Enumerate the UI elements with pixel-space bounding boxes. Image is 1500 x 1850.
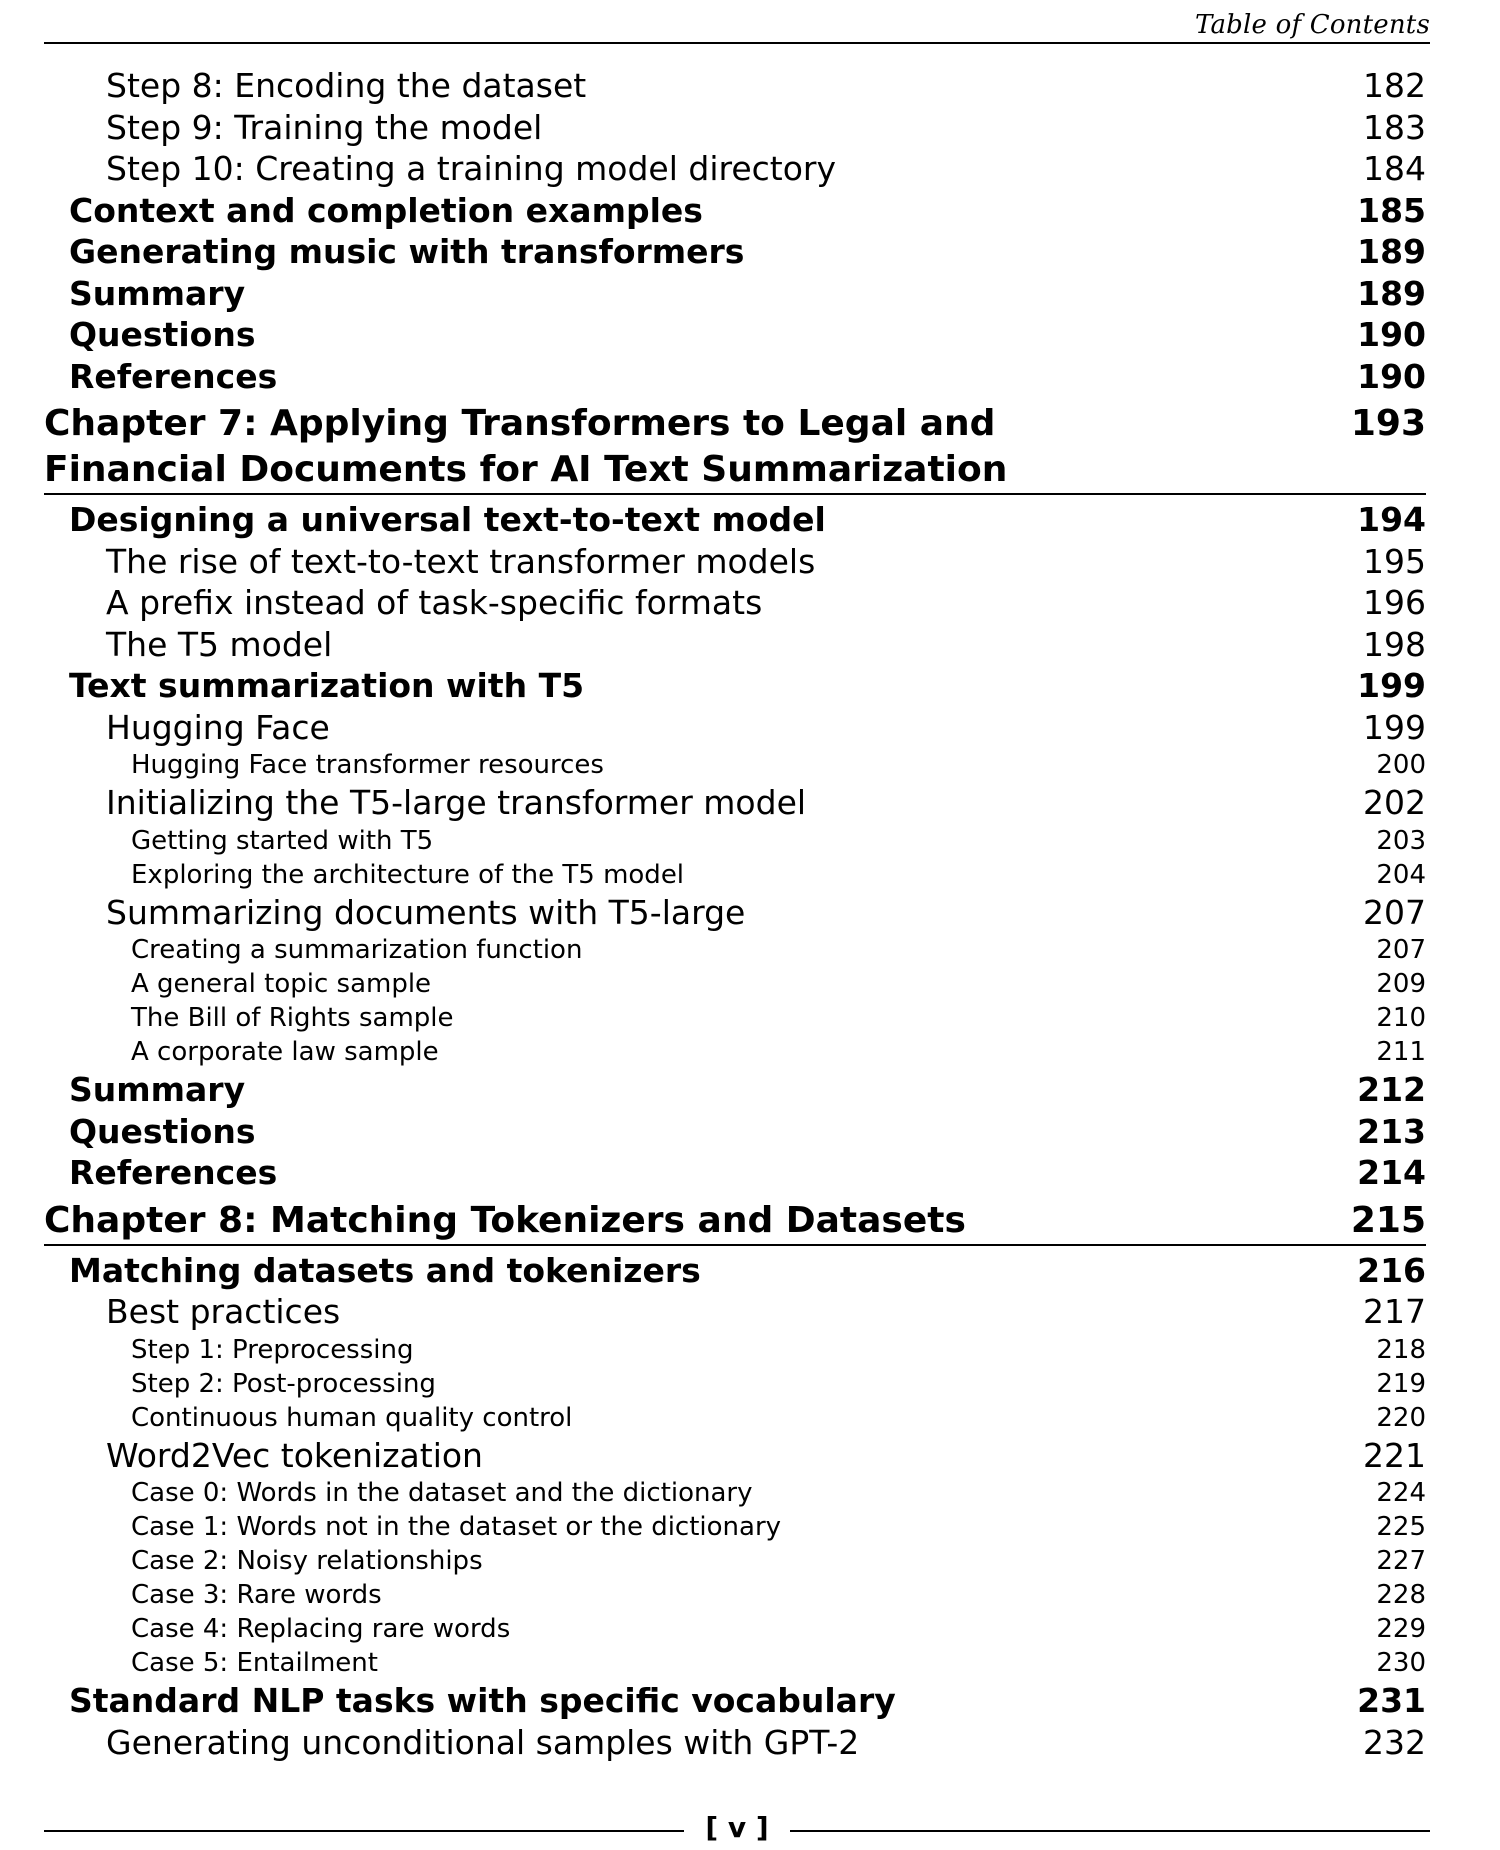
toc-entry-page-number: 207 [1363,892,1426,932]
toc-entry[interactable] [44,1001,1426,1035]
toc-entry-title: A general topic sample [131,969,432,999]
toc-entry[interactable] [44,748,1426,782]
toc-entry[interactable] [44,273,1426,315]
toc-entry-title: Case 4: Replacing rare words [131,1614,511,1644]
toc-entry-title: Case 1: Words not in the dataset or the dictionary [131,1512,782,1542]
toc-entry-title: Continuous human quality control [131,1402,573,1433]
footer-rule-right [790,1830,1430,1832]
chapter-page-number: 215 [1350,1199,1426,1241]
toc-block-chapter-8 [44,1250,1426,1764]
toc-entry[interactable] [44,624,1426,666]
chapter-title: Chapter 8: Matching Tokenizers and Datasets [44,1199,966,1241]
toc-entry[interactable] [44,1250,1426,1292]
toc-entry[interactable] [44,1035,1426,1069]
toc-entry-page-number: 216 [1357,1250,1426,1290]
toc-entry-page-number: 210 [1376,1003,1426,1033]
toc-entry[interactable] [44,1544,1426,1578]
toc-entry[interactable] [44,824,1426,858]
toc-entry[interactable] [44,1111,1426,1153]
toc-entry[interactable] [44,707,1426,749]
toc-entry[interactable] [44,1291,1426,1333]
toc-entry[interactable] [44,1680,1426,1722]
toc-entry-page-number: 199 [1363,707,1426,747]
toc-entry[interactable] [44,1476,1426,1510]
toc-entry-title: Matching datasets and tokenizers [69,1250,701,1290]
toc-entry-title: Step 1: Preprocessing [131,1334,414,1365]
toc-entry-title: Generating music with transformers [69,232,745,271]
chapter-page-number: 193 [1350,403,1426,444]
toc-entry-page-number: 189 [1357,232,1426,271]
toc-entry-page-number: 194 [1357,500,1426,539]
toc-entry-title: Case 2: Noisy relationships [131,1546,483,1576]
toc-entry-page-number: 207 [1376,935,1426,965]
toc-entry-title: A prefix instead of task-specific formats [106,583,763,622]
toc-entry-title: Initializing the T5-large transformer model [106,783,807,822]
page-footer [44,1808,1430,1848]
toc-entry[interactable] [44,1612,1426,1646]
toc-entry-title: Standard NLP tasks with specific vocabulary [69,1681,896,1720]
toc-entry[interactable] [44,933,1426,967]
toc-entry[interactable] [44,107,1426,149]
toc-entry[interactable] [44,1510,1426,1544]
toc-entry[interactable] [44,1069,1426,1111]
toc-entry-title: References [69,1153,278,1192]
toc-entry-title: Getting started with T5 [131,825,434,856]
toc-entry-title: Exploring the architecture of the T5 model [131,859,685,890]
toc-entry-page-number: 183 [1363,107,1426,147]
toc-entry-page-number: 229 [1376,1614,1426,1644]
toc-entry-page-number: 224 [1376,1478,1426,1508]
toc-entry[interactable] [44,1401,1426,1435]
toc-entry[interactable] [44,582,1426,624]
toc-entry[interactable] [44,1646,1426,1680]
toc-entry-title: Generating unconditional samples with GPT-2 [106,1722,860,1762]
toc-entry-page-number: 211 [1376,1037,1426,1067]
toc-entry-page-number: 185 [1357,190,1426,230]
toc-entry-title: Summary [69,1070,246,1109]
toc-entry-title: Hugging Face [106,707,330,747]
toc-entry[interactable] [44,541,1426,583]
toc-entry-title: Hugging Face transformer resources [131,750,604,780]
toc-entry-title: Step 10: Creating a training model directory [106,149,837,188]
toc-entry-title: Case 5: Entailment [131,1648,378,1678]
toc-entry[interactable] [44,190,1426,232]
toc-entry-page-number: 217 [1363,1292,1426,1331]
toc-entry[interactable] [44,148,1426,190]
toc-entry-title: The T5 model [106,624,333,664]
toc-entry[interactable] [44,858,1426,892]
header-rule [44,42,1430,44]
toc-entry-page-number: 200 [1376,750,1426,780]
toc-entry[interactable] [44,314,1426,356]
table-of-contents [44,65,1426,1763]
toc-entry-page-number: 214 [1357,1153,1426,1192]
toc-entry-title: A corporate law sample [131,1037,439,1067]
running-header: Table of Contents [1194,10,1430,40]
toc-entry-title: Step 8: Encoding the dataset [106,66,587,105]
toc-entry-title: The rise of text-to-text transformer models [106,541,816,581]
toc-entry-title: The Bill of Rights sample [131,1003,454,1033]
toc-entry-title: Text summarization with T5 [69,666,585,705]
toc-entry-title: Case 0: Words in the dataset and the dictionary [131,1478,753,1508]
chapter-heading-8[interactable] [44,1198,1426,1246]
toc-entry-page-number: 209 [1376,969,1426,999]
toc-entry-title: References [69,356,278,396]
toc-entry-page-number: 199 [1357,666,1426,705]
toc-entry-title: Case 3: Rare words [131,1580,382,1610]
toc-entry-page-number: 184 [1363,149,1426,188]
toc-entry[interactable] [44,1367,1426,1401]
toc-entry[interactable] [44,967,1426,1001]
toc-entry[interactable] [44,1578,1426,1612]
toc-entry[interactable] [44,1722,1426,1764]
toc-entry-page-number: 196 [1363,583,1426,622]
toc-entry-title: Creating a summarization function [131,935,583,965]
page-number: [ v ] [705,1811,769,1844]
toc-entry-title: Questions [69,1111,256,1151]
toc-entry-title: Questions [69,315,256,354]
toc-entry-page-number: 225 [1376,1512,1426,1542]
toc-entry-title: Summarizing documents with T5-large [106,892,746,932]
toc-entry[interactable] [44,231,1426,273]
toc-entry-page-number: 218 [1376,1334,1426,1365]
toc-entry-title: Designing a universal text-to-text model [69,500,826,539]
toc-entry[interactable] [44,1435,1426,1477]
toc-entry-title: Context and completion examples [69,190,703,230]
toc-entry[interactable] [44,665,1426,707]
toc-entry-title: Summary [69,273,246,313]
toc-entry[interactable] [44,892,1426,934]
toc-entry-page-number: 190 [1357,315,1426,354]
toc-entry-title: Best practices [106,1292,341,1331]
toc-entry-page-number: 198 [1363,624,1426,664]
toc-entry-page-number: 220 [1376,1402,1426,1433]
toc-entry[interactable] [44,1152,1426,1194]
toc-entry-page-number: 182 [1363,66,1426,105]
toc-entry-page-number: 228 [1376,1580,1426,1610]
toc-entry-page-number: 230 [1376,1648,1426,1678]
chapter-title: Chapter 7: Applying Transformers to Legal and Financial Documents for AI Text Summarization [44,403,1008,490]
toc-entry[interactable] [44,65,1426,107]
toc-entry[interactable] [44,782,1426,824]
toc-entry-page-number: 221 [1363,1435,1426,1475]
toc-entry-page-number: 190 [1357,356,1426,396]
toc-entry[interactable] [44,1333,1426,1367]
toc-entry-page-number: 227 [1376,1546,1426,1576]
toc-entry-page-number: 231 [1357,1681,1426,1720]
chapter-heading-7[interactable] [44,401,1426,495]
toc-block-chapter-6-tail [44,65,1426,397]
toc-entry-page-number: 213 [1357,1111,1426,1151]
toc-entry[interactable] [44,499,1426,541]
toc-entry-page-number: 232 [1363,1722,1426,1762]
toc-entry[interactable] [44,356,1426,398]
toc-entry-title: Step 9: Training the model [106,107,543,147]
toc-entry-page-number: 202 [1363,783,1426,822]
toc-block-chapter-7 [44,499,1426,1194]
toc-entry-title: Word2Vec tokenization [106,1435,483,1475]
toc-entry-page-number: 195 [1363,541,1426,581]
toc-entry-page-number: 219 [1376,1368,1426,1399]
toc-entry-page-number: 189 [1357,273,1426,313]
toc-entry-title: Step 2: Post-processing [131,1368,436,1399]
toc-entry-page-number: 212 [1357,1070,1426,1109]
toc-entry-page-number: 204 [1376,859,1426,890]
toc-entry-page-number: 203 [1376,825,1426,856]
